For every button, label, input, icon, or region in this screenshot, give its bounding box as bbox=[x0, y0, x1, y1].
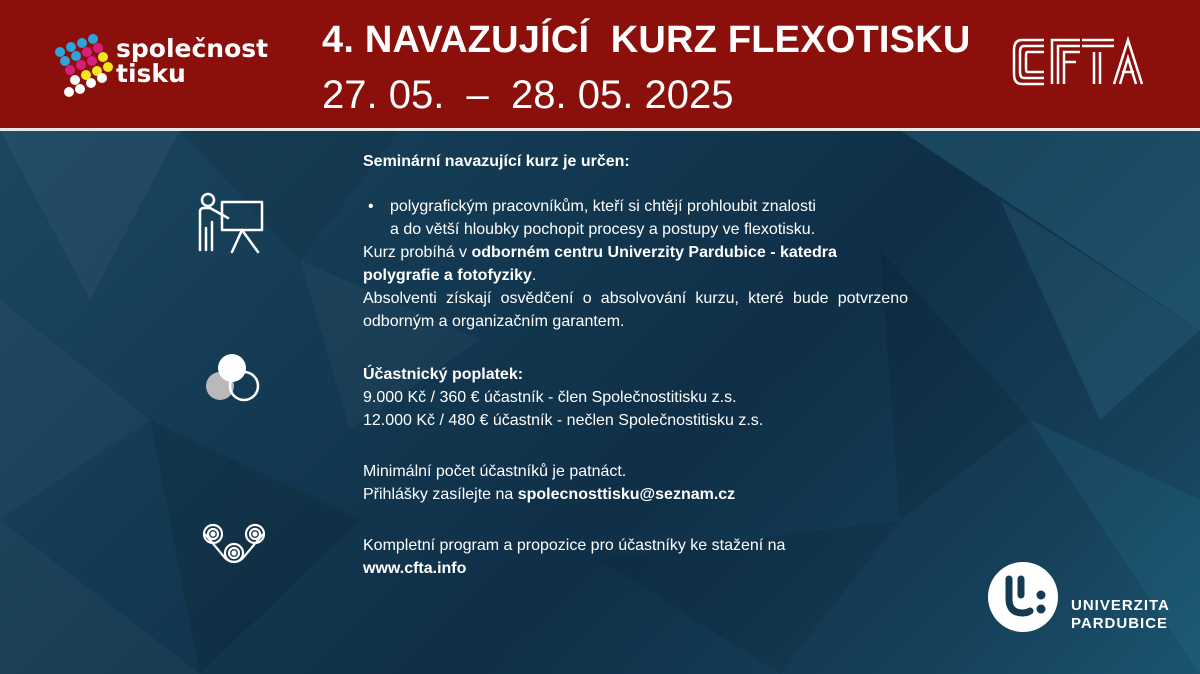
header-banner bbox=[0, 0, 1200, 131]
bullet-text-line1: polygrafickým pracovníkům, kteří si chtějí prohloubit znalosti bbox=[390, 198, 816, 215]
venue-suffix: . bbox=[531, 267, 537, 284]
spolecnost-tisku-wordmark bbox=[116, 36, 268, 86]
fee-section bbox=[363, 363, 908, 432]
apply-prefix: Přihlášky zasílejte na bbox=[363, 486, 518, 503]
registration-section bbox=[363, 460, 908, 506]
overlapping-circles-icon bbox=[203, 353, 261, 405]
apply-email-link[interactable]: spolecnosttisku@seznam.cz bbox=[517, 486, 736, 503]
venue-paragraph bbox=[363, 241, 908, 287]
bullet-text-line2: a do větší hloubky pochopit procesy a postupy ve flexotisku. bbox=[390, 221, 816, 238]
presenter-icon bbox=[196, 192, 266, 256]
course-title: 4. NAVAZUJÍCÍ KURZ FLEXOTISKU bbox=[322, 19, 971, 61]
website-link[interactable]: www.cfta.info bbox=[363, 560, 467, 577]
intro-heading: Seminární navazující kurz je určen: bbox=[363, 153, 630, 170]
audience-bullet bbox=[363, 195, 908, 241]
university-logo-icon bbox=[987, 561, 1059, 633]
course-dates: 27. 05. – 28. 05. 2025 bbox=[322, 73, 734, 117]
venue-name: odborném centru Univerzity Pardubice - katedra polygrafie a fotofyziky bbox=[363, 244, 837, 284]
logo-text-line2: tisku bbox=[116, 59, 186, 88]
university-name bbox=[1071, 597, 1170, 633]
bullet-dot-icon: • bbox=[368, 198, 374, 215]
fee-nonmember: 12.000 Kč / 480 € účastník - nečlen Společnostitisku z.s. bbox=[363, 412, 764, 429]
program-text: Kompletní program a propozice pro účastníky ke stažení na bbox=[363, 537, 786, 554]
certificate-paragraph: Absolventi získají osvědčení o absolvování kurzu, které bude potvrzeno odborným a organizačním garantem. bbox=[363, 290, 908, 330]
course-details bbox=[363, 150, 908, 580]
spolecnost-tisku-logo bbox=[52, 34, 292, 100]
university-line1: UNIVERZITA bbox=[1071, 597, 1170, 614]
venue-prefix: Kurz probíhá v bbox=[363, 244, 472, 261]
logo-text-line1: společnost bbox=[116, 34, 269, 63]
min-participants: Minimální počet účastníků je patnáct. bbox=[363, 463, 627, 480]
print-rollers-icon bbox=[203, 522, 265, 566]
fee-heading: Účastnický poplatek: bbox=[363, 366, 524, 383]
spolecnost-tisku-dots-logo bbox=[52, 34, 116, 100]
fee-member: 9.000 Kč / 360 € účastník - člen Společnostitisku z.s. bbox=[363, 389, 737, 406]
university-line2: PARDUBICE bbox=[1071, 615, 1169, 632]
apply-line bbox=[363, 483, 908, 506]
cfta-logo bbox=[1010, 34, 1150, 90]
program-section bbox=[363, 534, 908, 580]
